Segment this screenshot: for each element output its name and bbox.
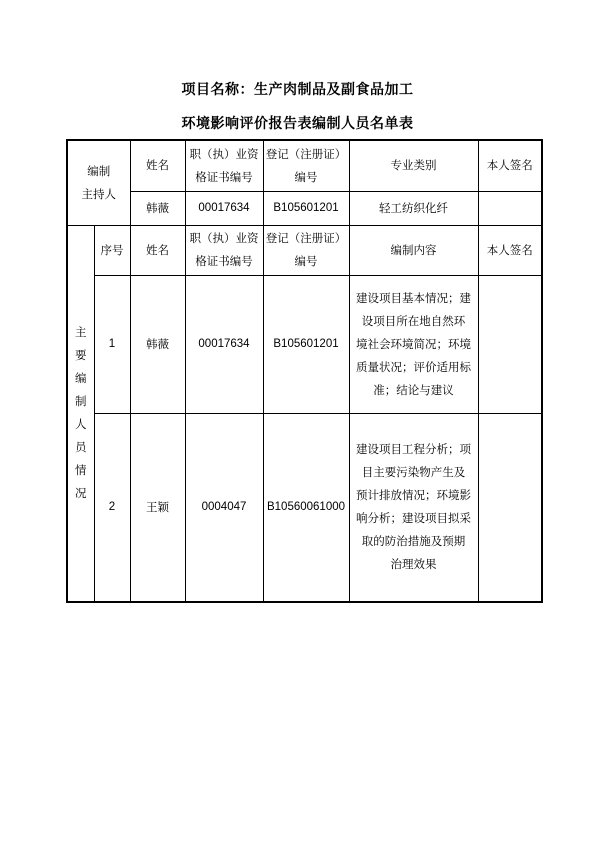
- host-signature: [478, 191, 542, 225]
- host-reg-number: B105601201: [263, 191, 349, 225]
- staff-header-cert-line1: 职（执）业资: [189, 231, 259, 245]
- host-specialty: 轻工纺织化纤: [349, 191, 478, 225]
- staff-content-line: 响分析；建设项目拟采: [356, 511, 471, 526]
- staff-section-label: [67, 225, 94, 602]
- staff-content-line: 建设项目工程分析；项: [356, 442, 471, 457]
- staff-content: [349, 275, 478, 413]
- host-cert-number: 00017634: [185, 191, 263, 225]
- staff-content-line: 质量状况；评价适用标: [356, 359, 471, 374]
- staff-label-char: 制: [75, 394, 87, 409]
- staff-header-cert: [185, 225, 263, 275]
- staff-header-seq: 序号: [94, 225, 130, 275]
- host-label-line1: 编制: [87, 163, 111, 178]
- staff-content: [349, 413, 478, 602]
- staff-header-content: 编制内容: [349, 225, 478, 275]
- host-header-cert: [185, 140, 263, 191]
- staff-label-char: 编: [75, 371, 87, 386]
- staff-header-row: [67, 225, 542, 275]
- host-name: 韩薇: [130, 191, 185, 225]
- staff-signature: [478, 275, 542, 413]
- staff-label-char: 人: [75, 417, 87, 432]
- staff-cert-number: 0004047: [185, 413, 263, 602]
- host-data-row: [67, 191, 542, 225]
- staff-header-reg-line2: 编号: [294, 254, 318, 268]
- host-header-name: 姓名: [130, 140, 185, 191]
- staff-cert-number: 00017634: [185, 275, 263, 413]
- table-title: 环境影响评价报告表编制人员名单表: [181, 116, 414, 132]
- personnel-table: [66, 139, 543, 603]
- host-label-line2: 主持人: [81, 186, 116, 201]
- host-header-row: [67, 140, 542, 191]
- project-title: 项目名称：生产肉制品及副食品加工: [181, 82, 414, 98]
- staff-label-char: 情: [75, 463, 87, 478]
- staff-label-char: 要: [75, 348, 87, 363]
- staff-content-line: 设项目所在地自然环: [361, 313, 466, 328]
- staff-content-line: 准；结论与建议: [373, 382, 454, 397]
- staff-header-name: 姓名: [130, 225, 185, 275]
- staff-label-char: 况: [75, 486, 87, 501]
- host-header-cert-line1: 职（执）业资: [189, 146, 259, 161]
- table-row: [67, 275, 542, 413]
- staff-name: 韩薇: [130, 275, 185, 413]
- staff-label-char: 员: [75, 440, 87, 455]
- table-row: [67, 413, 542, 602]
- host-header-cert-line2: 格证书编号: [195, 169, 253, 184]
- host-header-reg-line1: 登记（注册证）: [265, 146, 347, 161]
- host-header-signature: 本人签名: [478, 140, 542, 191]
- staff-content-line: 取的防治措施及预期: [361, 534, 466, 549]
- staff-header-reg-line1: 登记（注册证）: [265, 231, 347, 245]
- staff-name: 王颖: [130, 413, 185, 602]
- staff-header-reg: [263, 225, 349, 275]
- staff-content-line: 境社会环境简况；环境: [356, 336, 471, 351]
- staff-reg-number: B105601201: [263, 275, 349, 413]
- staff-content-line: 目主要污染物产生及: [361, 465, 466, 480]
- staff-reg-number: B10560061000: [263, 413, 349, 602]
- staff-label-char: 主: [75, 325, 87, 340]
- staff-content-line: 预计排放情况；环境影: [356, 488, 471, 503]
- host-header-reg: [263, 140, 349, 191]
- staff-header-signature: 本人签名: [478, 225, 542, 275]
- staff-header-cert-line2: 格证书编号: [195, 254, 253, 268]
- host-header-reg-line2: 编号: [294, 169, 318, 184]
- host-header-specialty: 专业类别: [349, 140, 478, 191]
- staff-signature: [478, 413, 542, 602]
- host-section-label: [67, 140, 130, 225]
- staff-content-line: 建设项目基本情况；建: [356, 290, 471, 305]
- staff-seq: 1: [94, 275, 130, 413]
- staff-seq: 2: [94, 413, 130, 602]
- staff-content-line: 治理效果: [390, 557, 437, 572]
